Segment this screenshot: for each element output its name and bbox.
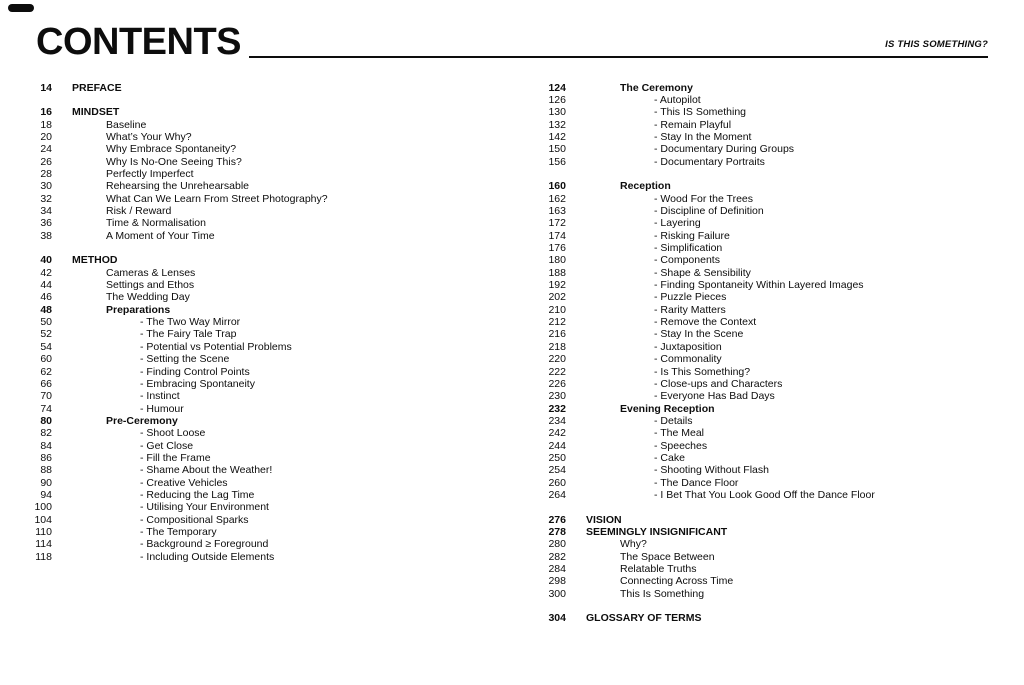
toc-entry-label: Reception: [620, 180, 671, 193]
toc-page-number: 84: [40, 439, 52, 452]
toc-row: [546, 514, 1006, 526]
toc-page-number: 36: [40, 217, 52, 230]
toc-entry-label: - Puzzle Pieces: [654, 291, 727, 304]
toc-row: [546, 328, 1006, 340]
toc-row: [32, 514, 502, 526]
corner-mark: [8, 4, 34, 12]
toc-page-number: 32: [40, 192, 52, 205]
toc-page-number: 100: [34, 501, 52, 514]
toc-entry-label: Why Embrace Spontaneity?: [106, 143, 237, 156]
toc-entry-label: - Instinct: [140, 390, 180, 403]
toc-entry-label: Connecting Across Time: [620, 575, 734, 588]
toc-row: [32, 279, 502, 291]
toc-entry-label: - Simplification: [654, 242, 723, 255]
toc-entry-label: - Speeches: [654, 439, 708, 452]
toc-page-number: 163: [548, 205, 566, 218]
toc-row: [32, 316, 502, 328]
toc-page-number: 304: [548, 612, 566, 625]
toc-entry-label: - Details: [654, 414, 693, 427]
toc-row: [32, 526, 502, 538]
toc-page-number: 118: [35, 550, 52, 563]
page-title: CONTENTS: [36, 21, 241, 63]
toc-row: [32, 440, 502, 452]
toc-row: [546, 119, 1006, 131]
toc-row: [32, 217, 502, 229]
toc-row: [32, 464, 502, 476]
toc-page-number: 264: [548, 488, 566, 501]
toc-page-number: 180: [548, 254, 566, 267]
toc-row: [546, 366, 1006, 378]
toc-entry-label: - Close-ups and Characters: [654, 377, 783, 390]
toc-row: [546, 551, 1006, 563]
toc-page-number: 66: [40, 377, 52, 390]
toc-page-number: 88: [40, 464, 52, 477]
toc-page-number: 24: [40, 143, 52, 156]
toc-page-number: 254: [548, 464, 566, 477]
toc-entry-label: - The Fairy Tale Trap: [140, 328, 237, 341]
toc-entry-label: - Autopilot: [654, 93, 701, 106]
toc-entry-label: - Layering: [654, 217, 701, 230]
toc-row: [546, 316, 1006, 328]
toc-page-number: 230: [548, 390, 566, 403]
toc-page-number: 218: [548, 340, 566, 353]
toc-row: [32, 551, 502, 563]
toc-entry-label: A Moment of Your Time: [106, 229, 215, 242]
toc-entry-label: - Shame About the Weather!: [140, 464, 273, 477]
toc-entry-label: This Is Something: [620, 587, 705, 600]
toc-page-number: 46: [40, 291, 52, 304]
toc-row: [546, 267, 1006, 279]
toc-row: [32, 230, 502, 242]
toc-row: [546, 477, 1006, 489]
toc-page-number: 82: [40, 427, 52, 440]
toc-row: [32, 341, 502, 353]
toc-row: [32, 477, 502, 489]
toc-entry-label: - Shoot Loose: [140, 427, 206, 440]
toc-row: [32, 304, 502, 316]
toc-row: [32, 328, 502, 340]
toc-row: [546, 612, 1006, 624]
toc-entry-label: - Background ≥ Foreground: [140, 538, 269, 551]
toc-entry-label: - Documentary Portraits: [654, 155, 765, 168]
toc-row: [546, 563, 1006, 575]
toc-row: [546, 230, 1006, 242]
toc-row: [546, 588, 1006, 600]
toc-entry-label: - Is This Something?: [654, 365, 751, 378]
toc-page-number: 18: [40, 118, 52, 131]
toc-page-number: 80: [40, 414, 52, 427]
toc-row: [546, 106, 1006, 118]
toc-entry-label: - Creative Vehicles: [140, 476, 228, 489]
toc-entry-label: - Shape & Sensibility: [654, 266, 751, 279]
toc-page-number: 14: [40, 81, 52, 94]
toc-page-number: 44: [40, 279, 52, 292]
toc-page-number: 222: [548, 365, 566, 378]
toc-page-number: 188: [548, 266, 566, 279]
toc-row: [32, 82, 502, 94]
toc-row: [546, 526, 1006, 538]
toc-page-number: 52: [40, 328, 52, 341]
toc-page-number: 210: [548, 303, 566, 316]
toc-entry-label: - Everyone Has Bad Days: [654, 390, 775, 403]
toc-page-number: 130: [548, 106, 566, 119]
toc-page-number: 162: [548, 192, 566, 205]
toc-row: [546, 415, 1006, 427]
toc-page-number: 28: [40, 168, 52, 180]
toc-page-number: 276: [548, 513, 566, 526]
toc-entry-label: - Cake: [654, 451, 685, 464]
toc-entry-label: - Remove the Context: [654, 316, 757, 329]
toc-entry-label: Why?: [620, 538, 647, 551]
toc-row: [546, 390, 1006, 402]
toc-entry-label: PREFACE: [72, 81, 122, 94]
toc-row: [32, 131, 502, 143]
toc-entry-label: - The Meal: [654, 427, 704, 440]
toc-page-number: 104: [34, 513, 52, 526]
toc-entry-label: - Risking Failure: [654, 229, 730, 242]
toc-row: [32, 378, 502, 390]
toc-page-number: 244: [548, 439, 566, 452]
toc-page-number: 60: [40, 353, 52, 366]
toc-row: [32, 403, 502, 415]
toc-row: [32, 501, 502, 513]
toc-row: [32, 415, 502, 427]
toc-page-number: 220: [548, 353, 566, 366]
toc-entry-label: - Potential vs Potential Problems: [140, 340, 292, 353]
toc-row: [546, 82, 1006, 94]
toc-page-number: 48: [40, 303, 52, 316]
toc-entry-label: - Commonality: [654, 353, 722, 366]
toc-entry-label: - Shooting Without Flash: [654, 464, 769, 477]
toc-row: [546, 156, 1006, 168]
toc-row: [546, 242, 1006, 254]
toc-row: [546, 575, 1006, 587]
toc-row: [32, 489, 502, 501]
toc-entry-label: - Stay In the Moment: [654, 130, 752, 143]
toc-row: [32, 427, 502, 439]
toc-page-number: 126: [548, 93, 566, 106]
toc-entry-label: - This IS Something: [654, 106, 747, 119]
toc-row: [32, 119, 502, 131]
toc-page-number: 150: [548, 143, 566, 156]
toc-entry-label: - Get Close: [140, 439, 194, 452]
toc-entry-label: - Rarity Matters: [654, 303, 726, 316]
toc-row: [546, 452, 1006, 464]
toc-entry-label: MINDSET: [72, 106, 120, 119]
toc-page-number: 232: [548, 402, 566, 415]
toc-entry-label: - Finding Control Points: [140, 365, 250, 378]
toc-page-number: 86: [40, 451, 52, 464]
toc-entry-label: Rehearsing the Unrehearsable: [106, 180, 250, 193]
toc-row: [32, 193, 502, 205]
toc-entry-label: - Components: [654, 254, 720, 267]
toc-page-number: 242: [548, 427, 566, 440]
toc-entry-label: The Ceremony: [620, 81, 693, 94]
toc-page-number: 216: [548, 328, 566, 341]
toc-row: [546, 279, 1006, 291]
toc-page-number: 142: [548, 130, 566, 143]
toc-row: [32, 180, 502, 192]
toc-entry-label: What’s Your Why?: [106, 130, 192, 143]
toc-page-number: 94: [40, 488, 52, 501]
toc-page-number: 16: [40, 106, 52, 119]
toc-entry-label: - Utilising Your Environment: [140, 501, 269, 514]
toc-row: [32, 168, 502, 180]
toc-page-number: 38: [40, 229, 52, 242]
toc-entry-label: - Humour: [140, 402, 184, 415]
toc-page-number: 176: [548, 242, 566, 255]
toc-entry-label: Risk / Reward: [106, 205, 172, 218]
toc-entry-label: GLOSSARY OF TERMS: [586, 612, 702, 625]
toc-entry-label: - The Two Way Mirror: [140, 316, 241, 329]
toc-row: [546, 353, 1006, 365]
toc-page-number: 54: [40, 340, 52, 353]
toc-row: [546, 427, 1006, 439]
toc-entry-label: Evening Reception: [620, 402, 715, 415]
toc-entry-label: - Including Outside Elements: [140, 550, 275, 563]
toc-row: [546, 403, 1006, 415]
toc-row: [546, 304, 1006, 316]
toc-row: [32, 390, 502, 402]
toc-entry-label: METHOD: [72, 254, 118, 267]
toc-row: [546, 205, 1006, 217]
toc-page-number: 50: [40, 316, 52, 329]
toc-row: [546, 94, 1006, 106]
toc-entry-label: The Wedding Day: [106, 291, 190, 304]
toc-entry-label: - Wood For the Trees: [654, 192, 754, 205]
toc-entry-label: Perfectly Imperfect: [106, 168, 194, 180]
toc-page-number: 174: [548, 229, 566, 242]
toc-page-number: 26: [40, 155, 52, 168]
header-rule: [249, 56, 988, 58]
toc-page-number: 40: [40, 254, 52, 267]
toc-row: [546, 464, 1006, 476]
toc-page-number: 300: [548, 587, 566, 600]
toc-row: [32, 156, 502, 168]
toc-entry-label: Relatable Truths: [620, 563, 697, 575]
toc-page-number: 156: [548, 155, 566, 168]
toc-row: [546, 217, 1006, 229]
toc-page-number: 172: [548, 217, 566, 230]
toc-page-number: 30: [40, 180, 52, 193]
toc-entry-label: - Setting the Scene: [140, 353, 230, 366]
book-tagline: IS THIS SOMETHING?: [885, 39, 988, 50]
toc-column-right: [546, 82, 1006, 625]
toc-row: [546, 131, 1006, 143]
toc-page-number: 282: [548, 550, 566, 563]
toc-entry-label: Why Is No-One Seeing This?: [106, 155, 242, 168]
toc-row: [546, 193, 1006, 205]
toc-entry-label: - I Bet That You Look Good Off the Dance Floor: [654, 488, 875, 501]
toc-entry-label: Settings and Ethos: [106, 279, 195, 292]
toc-page-number: 132: [548, 118, 566, 131]
toc-page-number: 280: [548, 538, 566, 551]
toc-row: [32, 291, 502, 303]
toc-entry-label: VISION: [586, 513, 622, 526]
toc-row: [32, 106, 502, 118]
toc-page-number: 90: [40, 476, 52, 489]
toc-row: [546, 341, 1006, 353]
toc-page-number: 260: [548, 476, 566, 489]
toc-page-number: 34: [40, 205, 52, 218]
toc-page-number: 212: [548, 316, 566, 329]
toc-row: [546, 180, 1006, 192]
toc-row: [32, 267, 502, 279]
toc-column-left: [32, 82, 502, 563]
toc-page-number: 202: [548, 291, 566, 304]
toc-page-number: 284: [548, 563, 566, 575]
toc-page-number: 278: [548, 525, 566, 538]
toc-entry-label: - Juxtaposition: [654, 340, 722, 353]
toc-page-number: 20: [40, 130, 52, 143]
toc-entry-label: - Embracing Spontaneity: [140, 377, 255, 390]
toc-entry-label: - Fill the Frame: [140, 451, 211, 464]
toc-entry-label: - Reducing the Lag Time: [140, 488, 255, 501]
toc-row: [546, 489, 1006, 501]
toc-entry-label: Cameras & Lenses: [106, 266, 196, 279]
toc-page-number: 62: [40, 365, 52, 378]
toc-row: [32, 143, 502, 155]
toc-row: [32, 353, 502, 365]
toc-row: [546, 254, 1006, 266]
toc-row: [546, 440, 1006, 452]
toc-row: [32, 205, 502, 217]
toc-row: [546, 143, 1006, 155]
toc-row: [32, 366, 502, 378]
toc-entry-label: Preparations: [106, 303, 171, 316]
toc-entry-label: - Stay In the Scene: [654, 328, 744, 341]
toc-page-number: 226: [548, 377, 566, 390]
toc-row: [32, 538, 502, 550]
toc-entry-label: - The Temporary: [140, 525, 217, 538]
toc-page-number: 234: [548, 414, 566, 427]
toc-entry-label: - The Dance Floor: [654, 476, 739, 489]
toc-entry-label: Baseline: [106, 118, 147, 131]
toc-page-number: 114: [35, 538, 52, 551]
toc-page-number: 70: [40, 390, 52, 403]
toc-row: [546, 291, 1006, 303]
toc-entry-label: - Remain Playful: [654, 118, 732, 131]
toc-entry-label: - Compositional Sparks: [140, 513, 249, 526]
toc-entry-label: Time & Normalisation: [106, 217, 206, 230]
toc-page-number: 124: [548, 81, 566, 94]
toc-entry-label: - Documentary During Groups: [654, 143, 795, 156]
toc-entry-label: SEEMINGLY INSIGNIFICANT: [586, 525, 728, 538]
toc-row: [32, 452, 502, 464]
toc-page-number: 160: [548, 180, 566, 193]
toc-entry-label: - Discipline of Definition: [654, 205, 764, 218]
toc-page-number: 42: [40, 266, 52, 279]
toc-row: [546, 378, 1006, 390]
toc-row: [546, 538, 1006, 550]
toc-entry-label: What Can We Learn From Street Photography?: [106, 192, 328, 205]
toc-page-number: 74: [40, 402, 52, 415]
toc-page-number: 110: [35, 525, 52, 538]
toc-entry-label: Pre-Ceremony: [106, 414, 178, 427]
toc-page-number: 250: [548, 451, 566, 464]
toc-page-number: 192: [548, 279, 566, 292]
toc-entry-label: - Finding Spontaneity Within Layered Images: [654, 279, 864, 292]
toc-page-number: 298: [548, 575, 566, 588]
toc-entry-label: The Space Between: [620, 550, 715, 563]
toc-row: [32, 254, 502, 266]
